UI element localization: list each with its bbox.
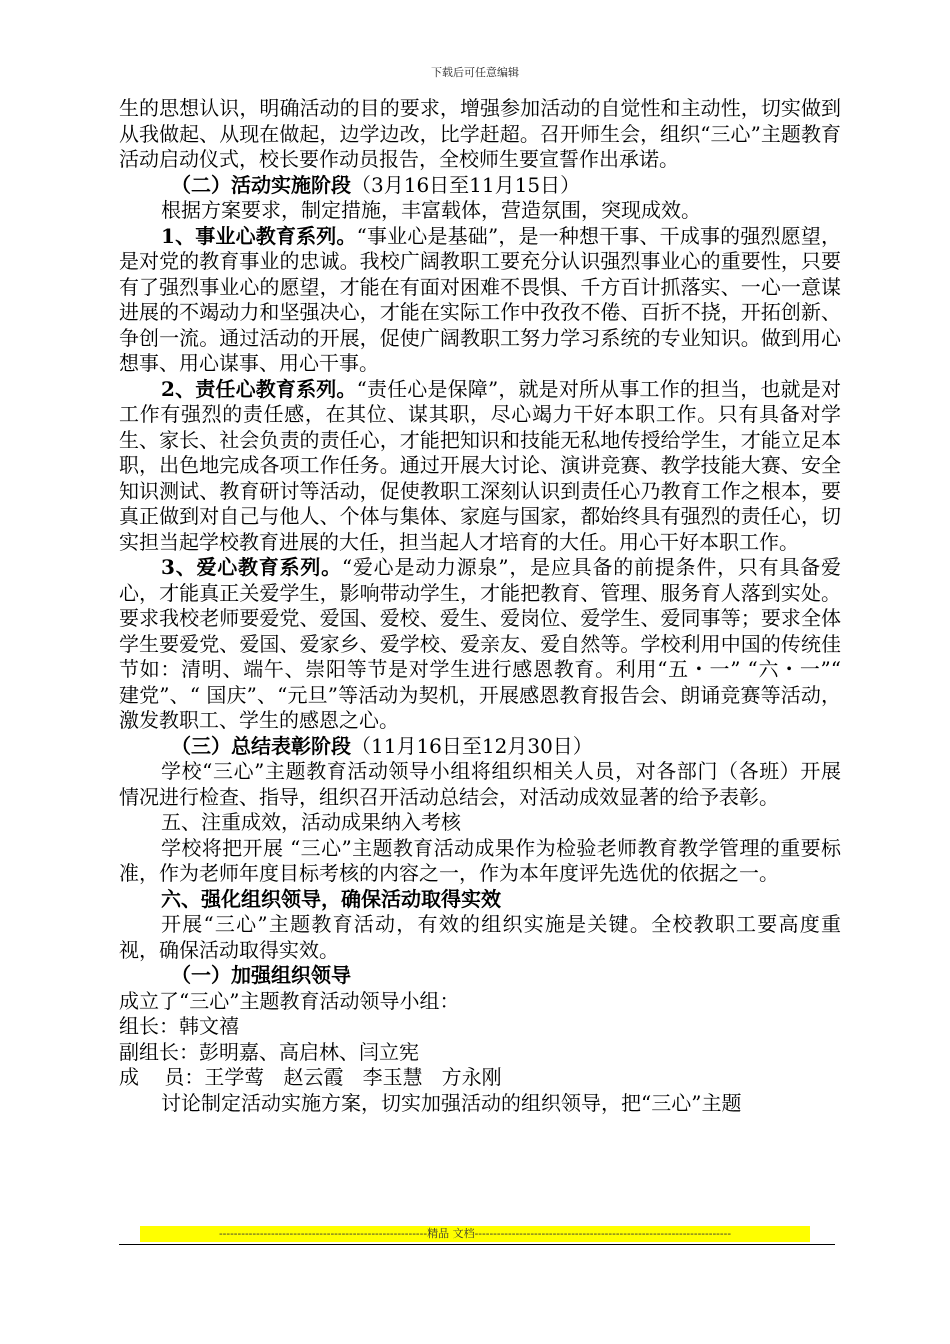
deputy-leader-line: 副组长：彭明嘉、高启林、闫立宪	[119, 1039, 419, 1064]
item-text: “事业心是基础”，是一种想干事、干成事的强烈愿望，是对党的教育事业的忠诚。我校广阔教职工要充分认识强烈事业心的重要性，只要有了强烈事业心的愿望，才能在有面对困难不畏惧、千方百计抓落实、一心一意谋进展的不竭动力和坚强决心，才能在实际工作中孜孜不倦、百折不挠，开拓创新、争创一流。通过活动的开展，促使广阔教职工努力学习系统的专业知识。做到用心想事、用心谋事、用心干事。	[119, 223, 841, 375]
section-title: 五、注重成效，活动成果纳入考核	[161, 810, 461, 834]
paragraph: 学校“三心”主题教育活动领导小组将组织相关人员，对各部门（各班）开展情况进行检查、指导，组织召开活动总结会，对活动成效显著的给予表彰。	[119, 759, 841, 809]
group-leader-line: 组长：韩文禧	[119, 1014, 239, 1038]
paragraph: 学校将把开展 “三心”主题教育活动成果作为检验老师教育教学管理的重要标准，作为老师年度目标考核的内容之一，作为本年度评先选优的依据之一。	[119, 835, 841, 885]
item-text: “责任心是保障”，就是对所从事工作的担当，也就是对工作有强烈的责任感，在其位、谋其职，尽心竭力干好本职工作。只有具备对学生、家长、社会负责的责任心，才能把知识和技能无私地传授给学生，才能立足本职，出色地完成各项工作任务。通过开展大讨论、演讲竞赛、教学技能大赛、安全知识测试、教育研讨等活动，促使教职工深刻认识到责任心乃教育工作之根本，要真正做到对自己与他人、个体与集体、家庭与国家，都始终具有强烈的责任心，切实担当起学校教育进展的大任，担当起人才培育的大任。用心干好本职工作。	[119, 376, 841, 554]
paragraph: 根据方案要求，制定措施，丰富载体，营造氛围，突现成效。	[161, 198, 701, 222]
page-header-note: 下载后可任意编辑	[431, 66, 519, 79]
section-heading	[119, 173, 841, 199]
footer-watermark-band: --------------------------------------------------------精品 文档---------------------------------------------------------------------	[140, 1226, 810, 1242]
paragraph: 生的思想认识，明确活动的目的要求，增强参加活动的自觉性和主动性，切实做到从我做起、从现在做起，边学边改，比学赶超。召开师生会，组织“三心”主题教育活动启动仪式，校长要作动员报告，全校师生要宣誓作出承诺。	[119, 96, 841, 171]
footer-divider	[119, 1244, 835, 1245]
paragraph	[119, 224, 841, 377]
paragraph: 开展“三心”主题教育活动，有效的组织实施是关键。全校教职工要高度重视，确保活动取得实效。	[119, 912, 841, 962]
paragraph	[119, 555, 841, 734]
paragraph: 讨论制定活动实施方案，切实加强活动的组织领导，把“三心”主题	[161, 1090, 742, 1115]
section-heading-title: （二）活动实施阶段	[171, 172, 351, 197]
subsection-title: （一）加强组织领导	[171, 963, 351, 987]
item-heading: 2、责任心教育系列。	[161, 376, 357, 401]
section-heading-dates: （3月16日至11月15日）	[351, 172, 581, 197]
item-heading: 1、事业心教育系列。	[161, 223, 357, 248]
paragraph: 成立了“三心”主题教育活动领导小组：	[119, 988, 460, 1013]
section-heading	[119, 734, 841, 760]
section-heading-dates: （11月16日至12月30日）	[351, 733, 593, 758]
section-heading-title: （三）总结表彰阶段	[171, 733, 351, 758]
section-title: 六、强化组织领导，确保活动取得实效	[161, 886, 501, 911]
document-body	[119, 96, 841, 1116]
item-text: “爱心是动力源泉”，是应具备的前提条件，只有具备爱心，才能真正关爱学生，影响带动学生，才能把教育、管理、服务育人落到实处。要求我校老师要爱党、爱国、爱校、爱生、爱岗位、爱学生、爱同事等；要求全体学生要爱党、爱国、爱家乡、爱学校、爱亲友、爱自然等。学校利用中国的传统佳节如：清明、端午、崇阳等节是对学生进行感恩教育。利用“五・一” “六・一”“ 建党”、“ 国庆”、“元旦”等活动为契机，开展感恩教育报告会、朗诵竞赛等活动，激发教职工、学生的感恩之心。	[119, 555, 841, 732]
members-line: 成 员：王学莺 赵云霞 李玉慧 方永刚	[119, 1065, 502, 1089]
item-heading: 3、爱心教育系列。	[161, 555, 342, 579]
paragraph	[119, 377, 841, 556]
